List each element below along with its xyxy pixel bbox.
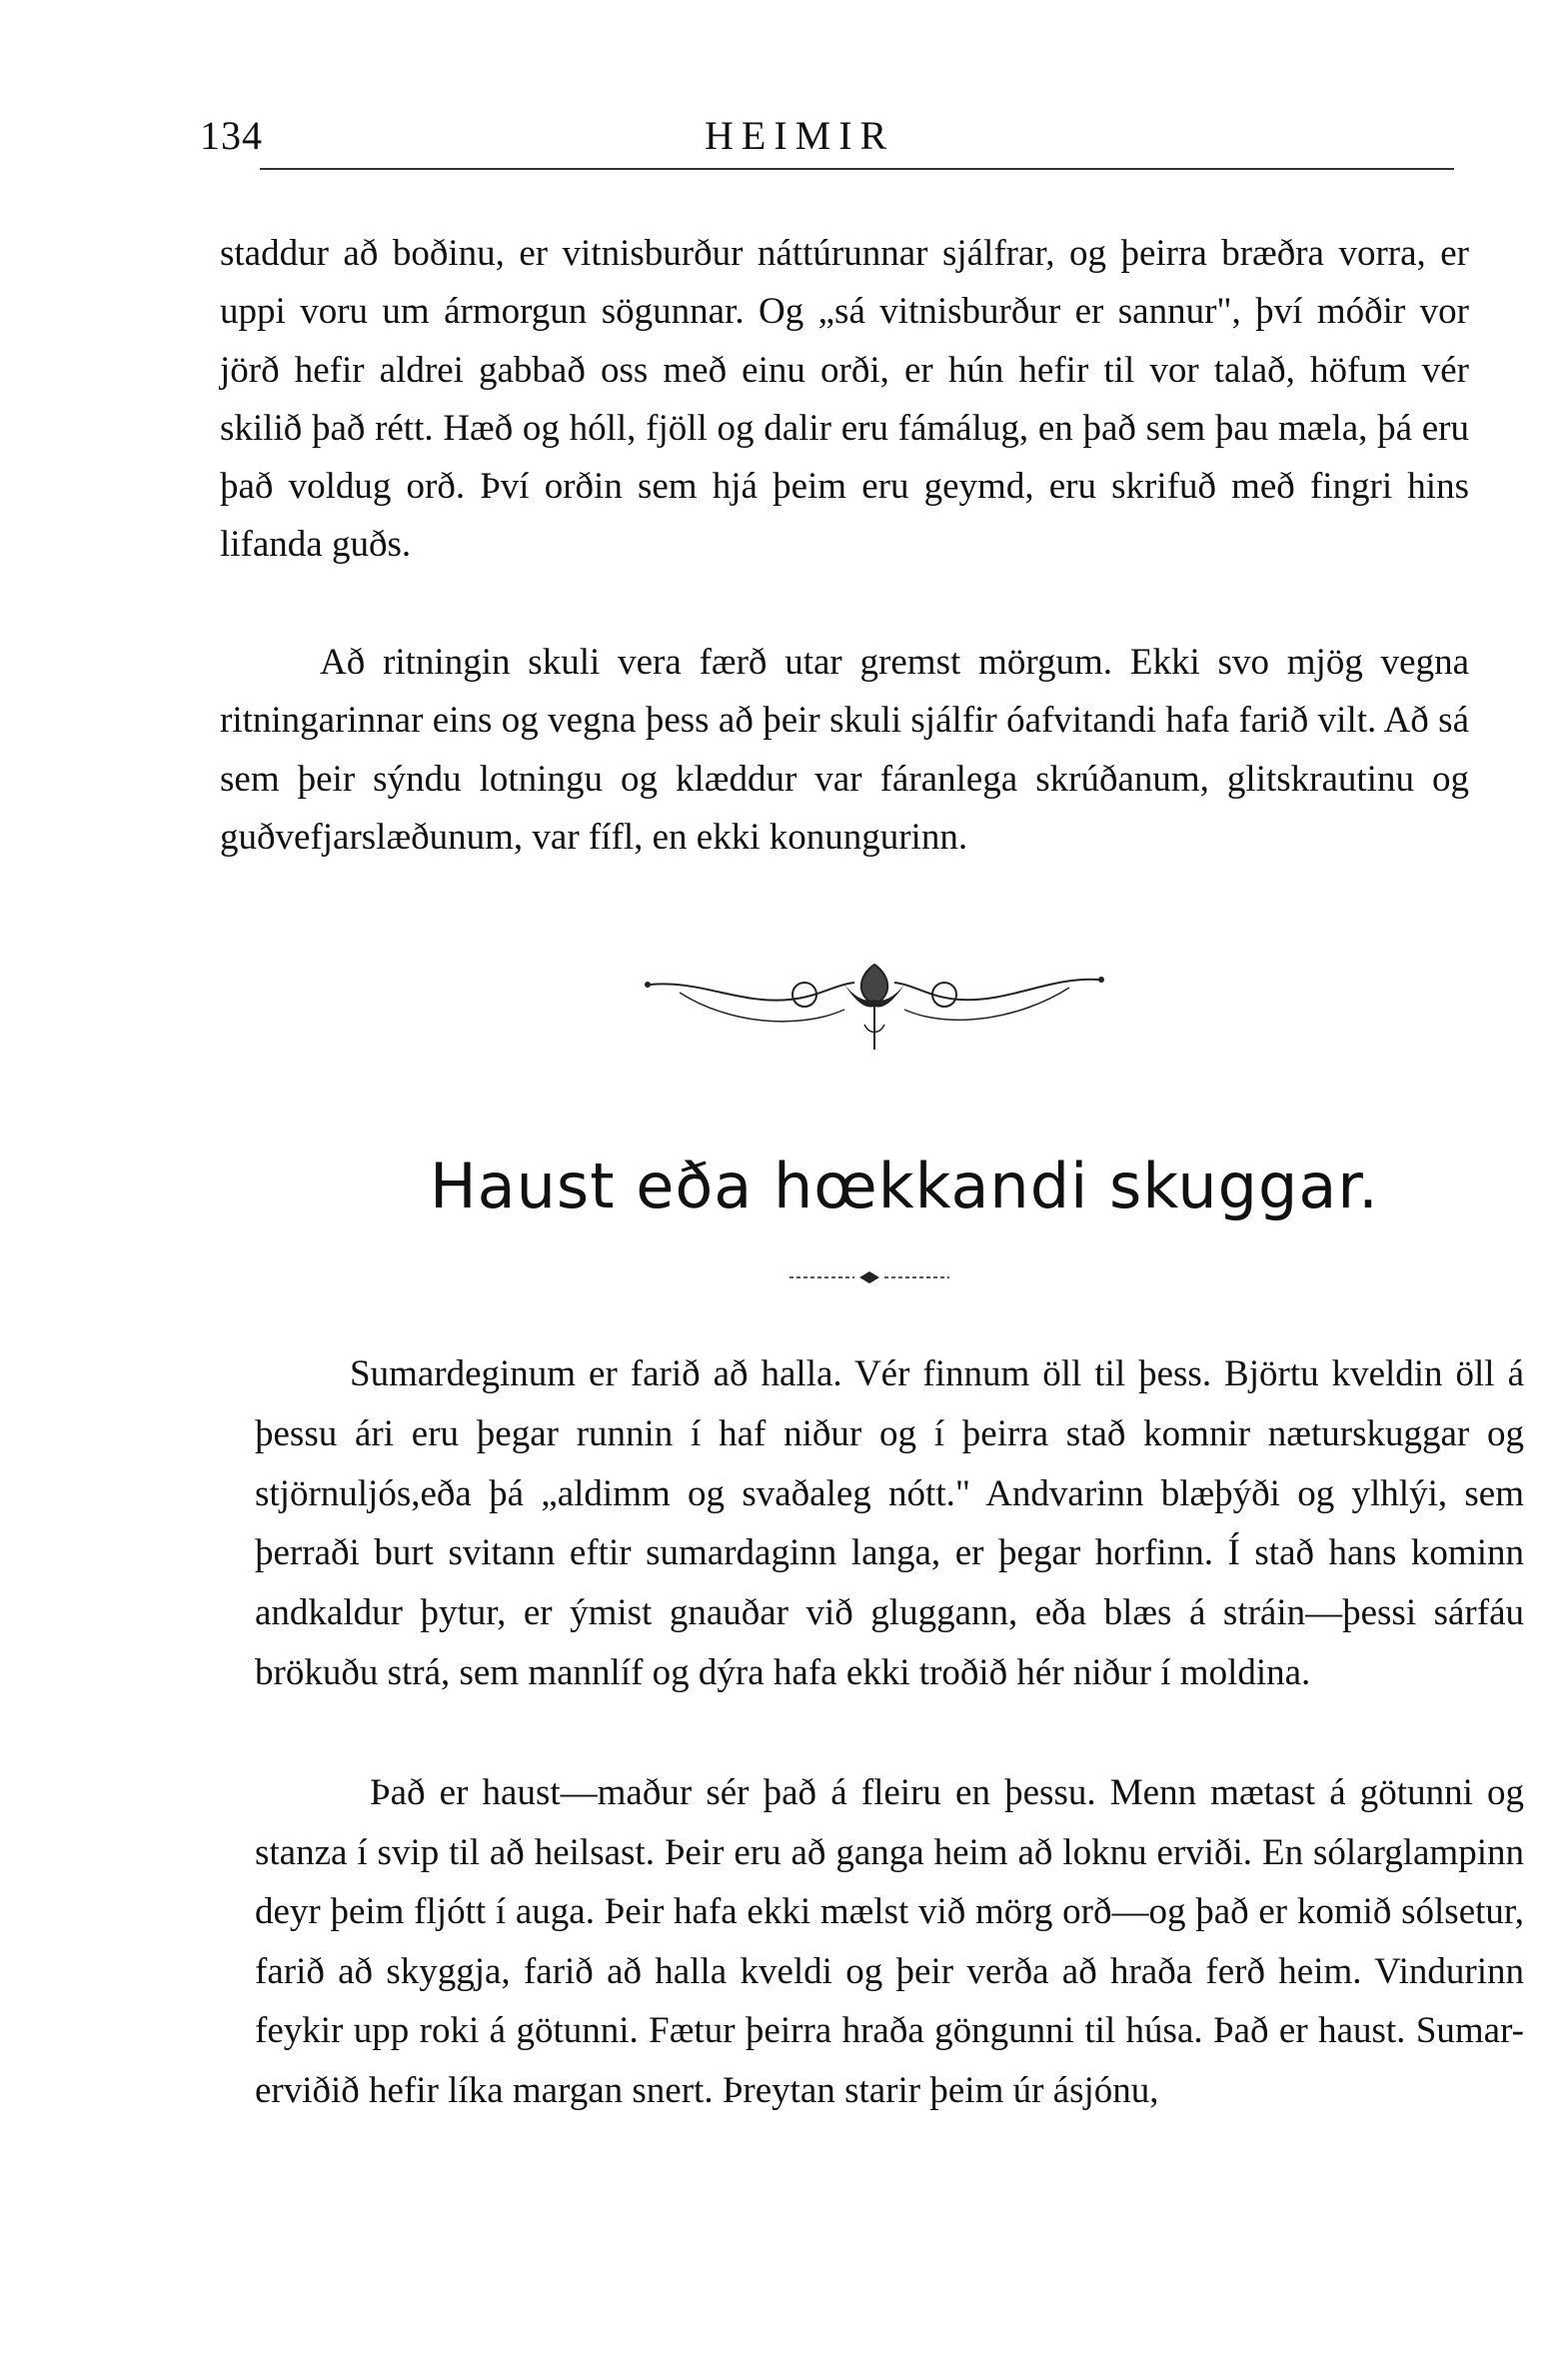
section-paragraph: Sumardeginum er farið að halla. Vér finnum öll til þess. Björtu kveldin öll á þessu ári eru þegar runnin í haf niður og í þeirra stað komnir næturskuggar og stjörnuljós,eða þá „aldimm og svaðaleg nótt." Andvarinn blæþýði og ylhlýi, sem þerraði burt svitann eftir sumardaginn langa, er þegar horfinn. Í stað hans kominn andkaldur þytur, er ýmist gnauðar við gluggann, eða blæs á stráin—þessi sárfáu brökuðu strá, sem mannlíf og dýra hafa ekki troðið hér niður í moldina.: [255, 1353, 1524, 1693]
body-paragraph: Að ritningin skuli vera færð utar gremst mörgum. Ekki svo mjög vegna ritningarinnar eins og vegna þess að þeir skuli sjálfir óafvitandi hafa farið vilt. Að sá sem þeir sýndu lotningu og klæddur var fáranlega skrúðanum, glitskrautinu og guðvefjarslæðunum, var fífl, en ekki konungurinn.: [220, 642, 1469, 858]
page-header: [200, 112, 1469, 172]
running-head: HEIMIR: [705, 113, 895, 158]
section-title: Haust eða hœkkandi skuggar.: [430, 1150, 1379, 1222]
dash-dot-divider: [789, 1267, 949, 1287]
page-number: 134: [200, 113, 263, 158]
header-rule: [260, 168, 1454, 170]
floral-vignette-ornament: [640, 955, 1109, 1065]
section-paragraph: Það er haust—maður sér það á fleiru en þessu. Menn mætast á götunni og stanza í svip til að heilsast. Þeir eru að ganga heim að loknu erviði. En sólarglampinn deyr þeim fljótt í auga. Þeir hafa ekki mælst við mörg orð—og það er komið sólsetur, farið að skyggja, farið að halla kveldi og þeir verða að hraða ferð heim. Vindurinn feykir upp roki á götunni. Fætur þeirra hraða göngunni til húsa. Það er haust. Sumar-erviðið hefir líka margan snert. Þreytan starir þeim úr ásjónu,: [255, 1772, 1524, 2111]
body-paragraph: staddur að boðinu, er vitnisburður náttúrunnar sjálfrar, og þeirra bræðra vorra, er uppi voru um ármorgun sögunnar. Og „sá vitnisburður er sannur", því móðir vor jörð hefir aldrei gabbað oss með einu orði, er hún hefir til vor talað, höfum vér skilið það rétt. Hæð og hóll, fjöll og dalir eru fámálug, en það sem þau mæla, þá eru það voldug orð. Því orðin sem hjá þeim eru geymd, eru skrifuð með fingri hins lifanda guðs.: [220, 233, 1469, 566]
